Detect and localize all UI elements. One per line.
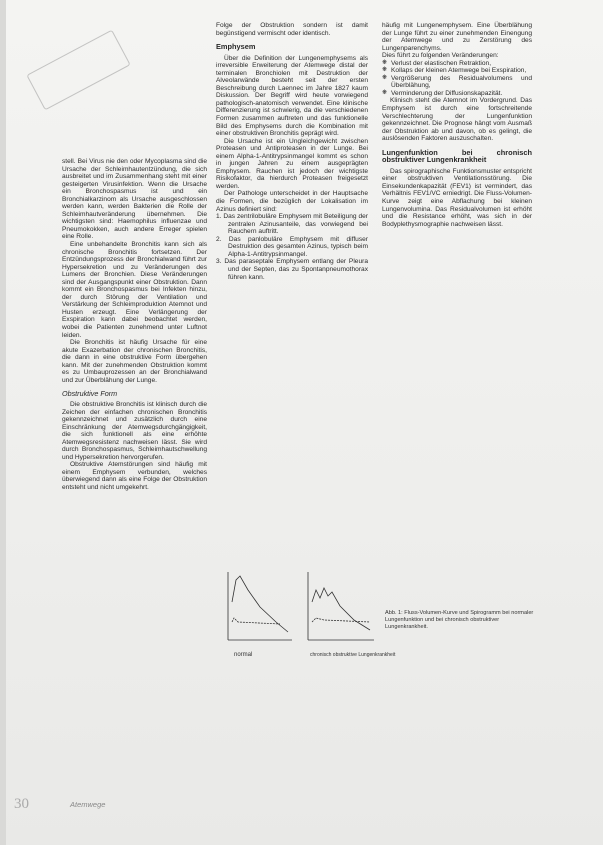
figure-label-left: normal xyxy=(234,652,253,658)
curve-copd xyxy=(312,588,370,630)
paragraph: häufig mit Lungenemphysem. Eine Überblähung der Lunge führt zu einer zunehmenden Einengung der Atemwege und zu Zerstörung des Lungenparenchyms. xyxy=(382,22,532,52)
paragraph: stell. Bei Virus nie den oder Mycoplasma sind die Ursache der Schleimhautentzündung, die sich ausbreitet und im Zusammenhang steht mit einer gesteigerten Virusinfektion. Wenn die Ursache ein Bronchospasmus ist und ein Bronchialkarzinom als Ursache ausgeschlossen werden kann, werden Bakterien die Rolle der Schleimhautveränderung übernehmen. Die wichtigsten sind: Haemophilus influenzae und Pneumokokken, auch andere Erreger spielen eine Rolle. xyxy=(62,158,207,241)
paragraph: Der Pathologe unterscheidet in der Hauptsache die Formen, die bezüglich der Lokalisation im Azinus definiert sind: xyxy=(216,190,368,213)
paragraph: Klinisch steht die Atemnot im Vordergrund. Das Emphysem ist durch eine fortschreitende Verschlechterung der Lungenfunktion gekennzeichnet. Die Prognose hängt vom Ausmaß der Obstruktion ab und davon, ob es gelingt, die auslösenden Faktoren auszuschalten. xyxy=(382,97,532,143)
section-heading-obstructive: Obstruktive Form xyxy=(62,389,118,399)
column-2 xyxy=(216,22,368,281)
library-stamp xyxy=(26,30,130,111)
column-3 xyxy=(382,22,532,228)
figure-caption: Abb. 1: Fluss-Volumen-Kurve und Spirogramm bei normaler Lungenfunktion und bei chronisch obstruktiver Lungenkrankheit. xyxy=(385,610,534,630)
paragraph: Die obstruktive Bronchitis ist klinisch durch die Zeichen der einfachen chronischen Bronchitis gekennzeichnet und zusätzlich durch eine Einschränkung der Atemwegsdurchgängigkeit, die sich funktionell als eine erhöhte Atemwegsresistenz nachweisen lässt. Sie wird durch Bronchospasmus, Schleimhautschwellung und Hypersekretion hervorgerufen. xyxy=(62,400,207,461)
numbered-list xyxy=(216,213,368,281)
column-1 xyxy=(62,158,207,492)
list-item: ❋ Kollaps der kleinen Atemwege bei Exspiration, xyxy=(382,67,532,75)
paragraph: Die Ursache ist ein Ungleichgewicht zwischen Proteasen und Antiproteasen in der Lunge. Bei einem Alpha-1-Antitrypsinmangel kommt es schon in jungen Jahren zu einem ausgeprägten Emphysem. Rauchen ist jedoch der wichtigste Risikofaktor, da hierdurch Proteasen freigesetzt werden. xyxy=(216,137,368,190)
paragraph: Eine unbehandelte Bronchitis kann sich als chronische Bronchitis fortsetzen. Der Entzündungsprozess der Bronchialwand führt zur Hypersekretion und zu Veränderungen des Lumens der Bronchien. Diese Veränderungen sind der Ausgangspunkt einer Obstruktion. Dann kommt ein Bronchospasmus bei Infekten hinzu, der durch Störung der Ventilation und Verstärkung der Schleimproduktion Atemnot und Husten erzeugt. Eine Verlängerung der Exspiration kann dabei beobachtet werden, wobei die Patienten zunehmend unter Luftnot leiden. xyxy=(62,241,207,339)
scan-shadow xyxy=(0,0,6,845)
paragraph: Obstruktive Atemstörungen sind häufig mit einem Emphysem verbunden, welches überwiegend dann als eine Folge der Obstruktion entsteht und nicht umgekehrt. xyxy=(62,461,207,491)
figure-flow-volume xyxy=(220,562,396,670)
page-number: 30 xyxy=(14,796,29,812)
section-heading-emphysem: Emphysem xyxy=(216,42,256,52)
list-item: 1. Das zentrilobuläre Emphysem mit Beteiligung der zentralen Azinusanteile, das vorwiegend bei Rauchern auftritt. xyxy=(216,213,368,236)
figure-label-right: chronisch obstruktive Lungenkrankheit xyxy=(310,652,396,658)
list-item: ❋ Vergrößerung des Residualvolumens und Überblähung, xyxy=(382,75,532,90)
paragraph: Folge der Obstruktion sondern ist damit begünstigend vermischt oder identisch. xyxy=(216,22,368,37)
figure-graphic xyxy=(220,562,396,670)
list-item: ❋ Verlust der elastischen Retraktion, xyxy=(382,60,532,68)
section-heading-lungenfunktion: Lungenfunktion bei chronisch obstruktiver Lungenkrankheit xyxy=(382,147,532,165)
list-item: ❋ Verminderung der Diffusionskapazität. xyxy=(382,90,532,98)
curve-copd-2 xyxy=(312,618,370,622)
list-item: 3. Das paraseptale Emphysem entlang der Pleura und der Septen, das zu Spontanpneumothorax führen kann. xyxy=(216,258,368,281)
journal-name: Atemwege xyxy=(70,800,106,809)
paragraph: Die Bronchitis ist häufig Ursache für eine akute Exazerbation der chronischen Bronchitis, die dann in eine obstruktive Form übergehen kann. Mit der zunehmenden Obstruktion kommt es zu Umbauprozessen an der Bronchialwand und zur Überblähung der Lunge. xyxy=(62,339,207,384)
paragraph: Über die Definition der Lungenemphysems als irreversible Erweiterung der Atemwege distal der terminalen Bronchiolen mit Destruktion der Alveolarwände besteht seit der ersten Beschreibung durch Laennec im Jahre 1827 kaum Diskussion. Der Begriff wird heute vorwiegend pathologisch-anatomisch verwendet. Eine klinische Differenzierung ist schwierig, da die verschiedenen Formen zusammen auftreten und das funktionelle Bild des Emphysems durch die Kombination mit einer obstruktiven Bronchitis geprägt wird. xyxy=(216,54,368,138)
bullet-list xyxy=(382,60,532,98)
list-item: 2. Das panlobuläre Emphysem mit diffuser Destruktion des gesamten Azinus, typisch beim Alpha-1-Antitrypsinmangel. xyxy=(216,235,368,258)
paragraph: Das spirographische Funktionsmuster entspricht einer obstruktiven Ventilationsstörung. Die Einsekundenkapazität (FEV1) ist vermindert, das Verhältnis FEV1/VC erniedrigt. Die Fluss-Volumen-Kurve zeigt eine Abflachung bei kleinen Lungenvolumina. Das Residualvolumen ist erhöht und die Resistance erhöht, was sich in der Bodyplethysmographie nachweisen lässt. xyxy=(382,167,532,228)
list-intro: Dies führt zu folgenden Veränderungen: xyxy=(382,52,499,60)
